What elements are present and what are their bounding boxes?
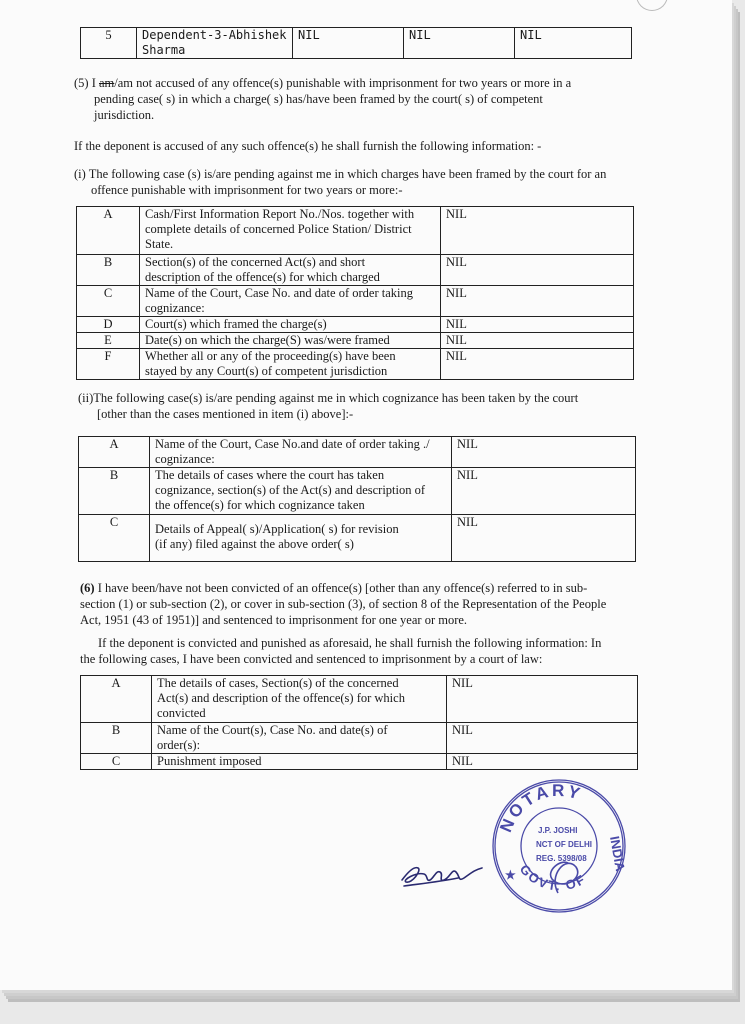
section-i-table	[76, 206, 634, 380]
para-5: (5) I am/am not accused of any offence(s) punishable with imprisonment for two years or more in a pending case( s) in which a charge( s) has/have been framed by the court( s) of competent jurisdiction.	[74, 76, 572, 122]
handwritten-signature	[398, 842, 488, 892]
dependent-name: Dependent-3-Abhishek Sharma	[137, 28, 293, 59]
svg-text:J.P. JOSHI: J.P. JOSHI	[538, 826, 578, 835]
svg-text:GOVT. OF: GOVT. OF	[516, 861, 589, 894]
page-edge-mark	[636, 0, 668, 11]
svg-text:REG. 5398/08: REG. 5398/08	[536, 854, 587, 863]
svg-text:NOTARY: NOTARY	[496, 780, 585, 835]
struck-text: am	[99, 76, 115, 90]
table-row: A Name of the Court, Case No.and date of order taking ./ cognizance: NIL	[79, 437, 636, 468]
table-row: C Punishment imposed NIL	[81, 754, 638, 770]
dependent-value-1: NIL	[293, 28, 404, 59]
dependent-table	[80, 27, 632, 59]
table-row: A Cash/First Information Report No./Nos. together with complete details of concerned Police Station/ District State. NIL	[77, 207, 634, 255]
section-ii-table	[78, 436, 636, 562]
table-row: C Details of Appeal( s)/Application( s) for revision (if any) filed against the above order( s) NIL	[79, 515, 636, 562]
row-number: 5	[81, 28, 137, 59]
table-row: F Whether all or any of the proceeding(s) have been stayed by any Court(s) of competent jurisdiction NIL	[77, 349, 634, 380]
section-ii-intro: (ii)The following case(s) is/are pending against me in which cognizance has been taken by the court [other than the cases mentioned in item (i) above]:-	[78, 391, 579, 421]
svg-text:INDIA: INDIA	[607, 834, 628, 873]
dependent-value-3: NIL	[515, 28, 632, 59]
table-row: B The details of cases where the court has taken cognizance, section(s) of the Act(s) and description of the offence(s) for which cognizance taken NIL	[79, 468, 636, 515]
para-6: (6) I have been/have not been convicted of an offence(s) [other than any offence(s) referred to in sub- section (1) or sub-section (2), or cover in sub-section (3), of section 8 of the Representation of the People Act, 1951 (43 of 1951)] and sentenced to imprisonment for one year or more.	[80, 581, 607, 627]
table-row: B Name of the Court(s), Case No. and date(s) of order(s): NIL	[81, 723, 638, 754]
dependent-value-2: NIL	[404, 28, 515, 59]
table-row	[81, 28, 632, 59]
svg-text:NCT OF DELHI: NCT OF DELHI	[536, 840, 592, 849]
deponent-accused-text: If the deponent is accused of any such offence(s) he shall furnish the following information: -	[74, 139, 542, 153]
svg-text:★: ★	[505, 868, 516, 882]
notary-stamp	[488, 775, 630, 917]
table-row: B Section(s) of the concerned Act(s) and short description of the offence(s) for which charged NIL	[77, 255, 634, 286]
table-row: E Date(s) on which the charge(S) was/were framed NIL	[77, 333, 634, 349]
table-row: A The details of cases, Section(s) of the concerned Act(s) and description of the offence(s) for which convicted NIL	[81, 676, 638, 723]
conviction-table	[80, 675, 638, 770]
deponent-convicted-text: If the deponent is convicted and punished as aforesaid, he shall furnish the following information: In the following cases, I have been convicted and sentenced to imprisonment by a court of law:	[80, 636, 602, 666]
section-i-intro: (i) The following case (s) is/are pending against me in which charges have been framed by the court for an offence punishable with imprisonment for two years or more:-	[74, 167, 607, 197]
table-row: D Court(s) which framed the charge(s) NIL	[77, 317, 634, 333]
table-row: C Name of the Court, Case No. and date of order taking cognizance: NIL	[77, 286, 634, 317]
